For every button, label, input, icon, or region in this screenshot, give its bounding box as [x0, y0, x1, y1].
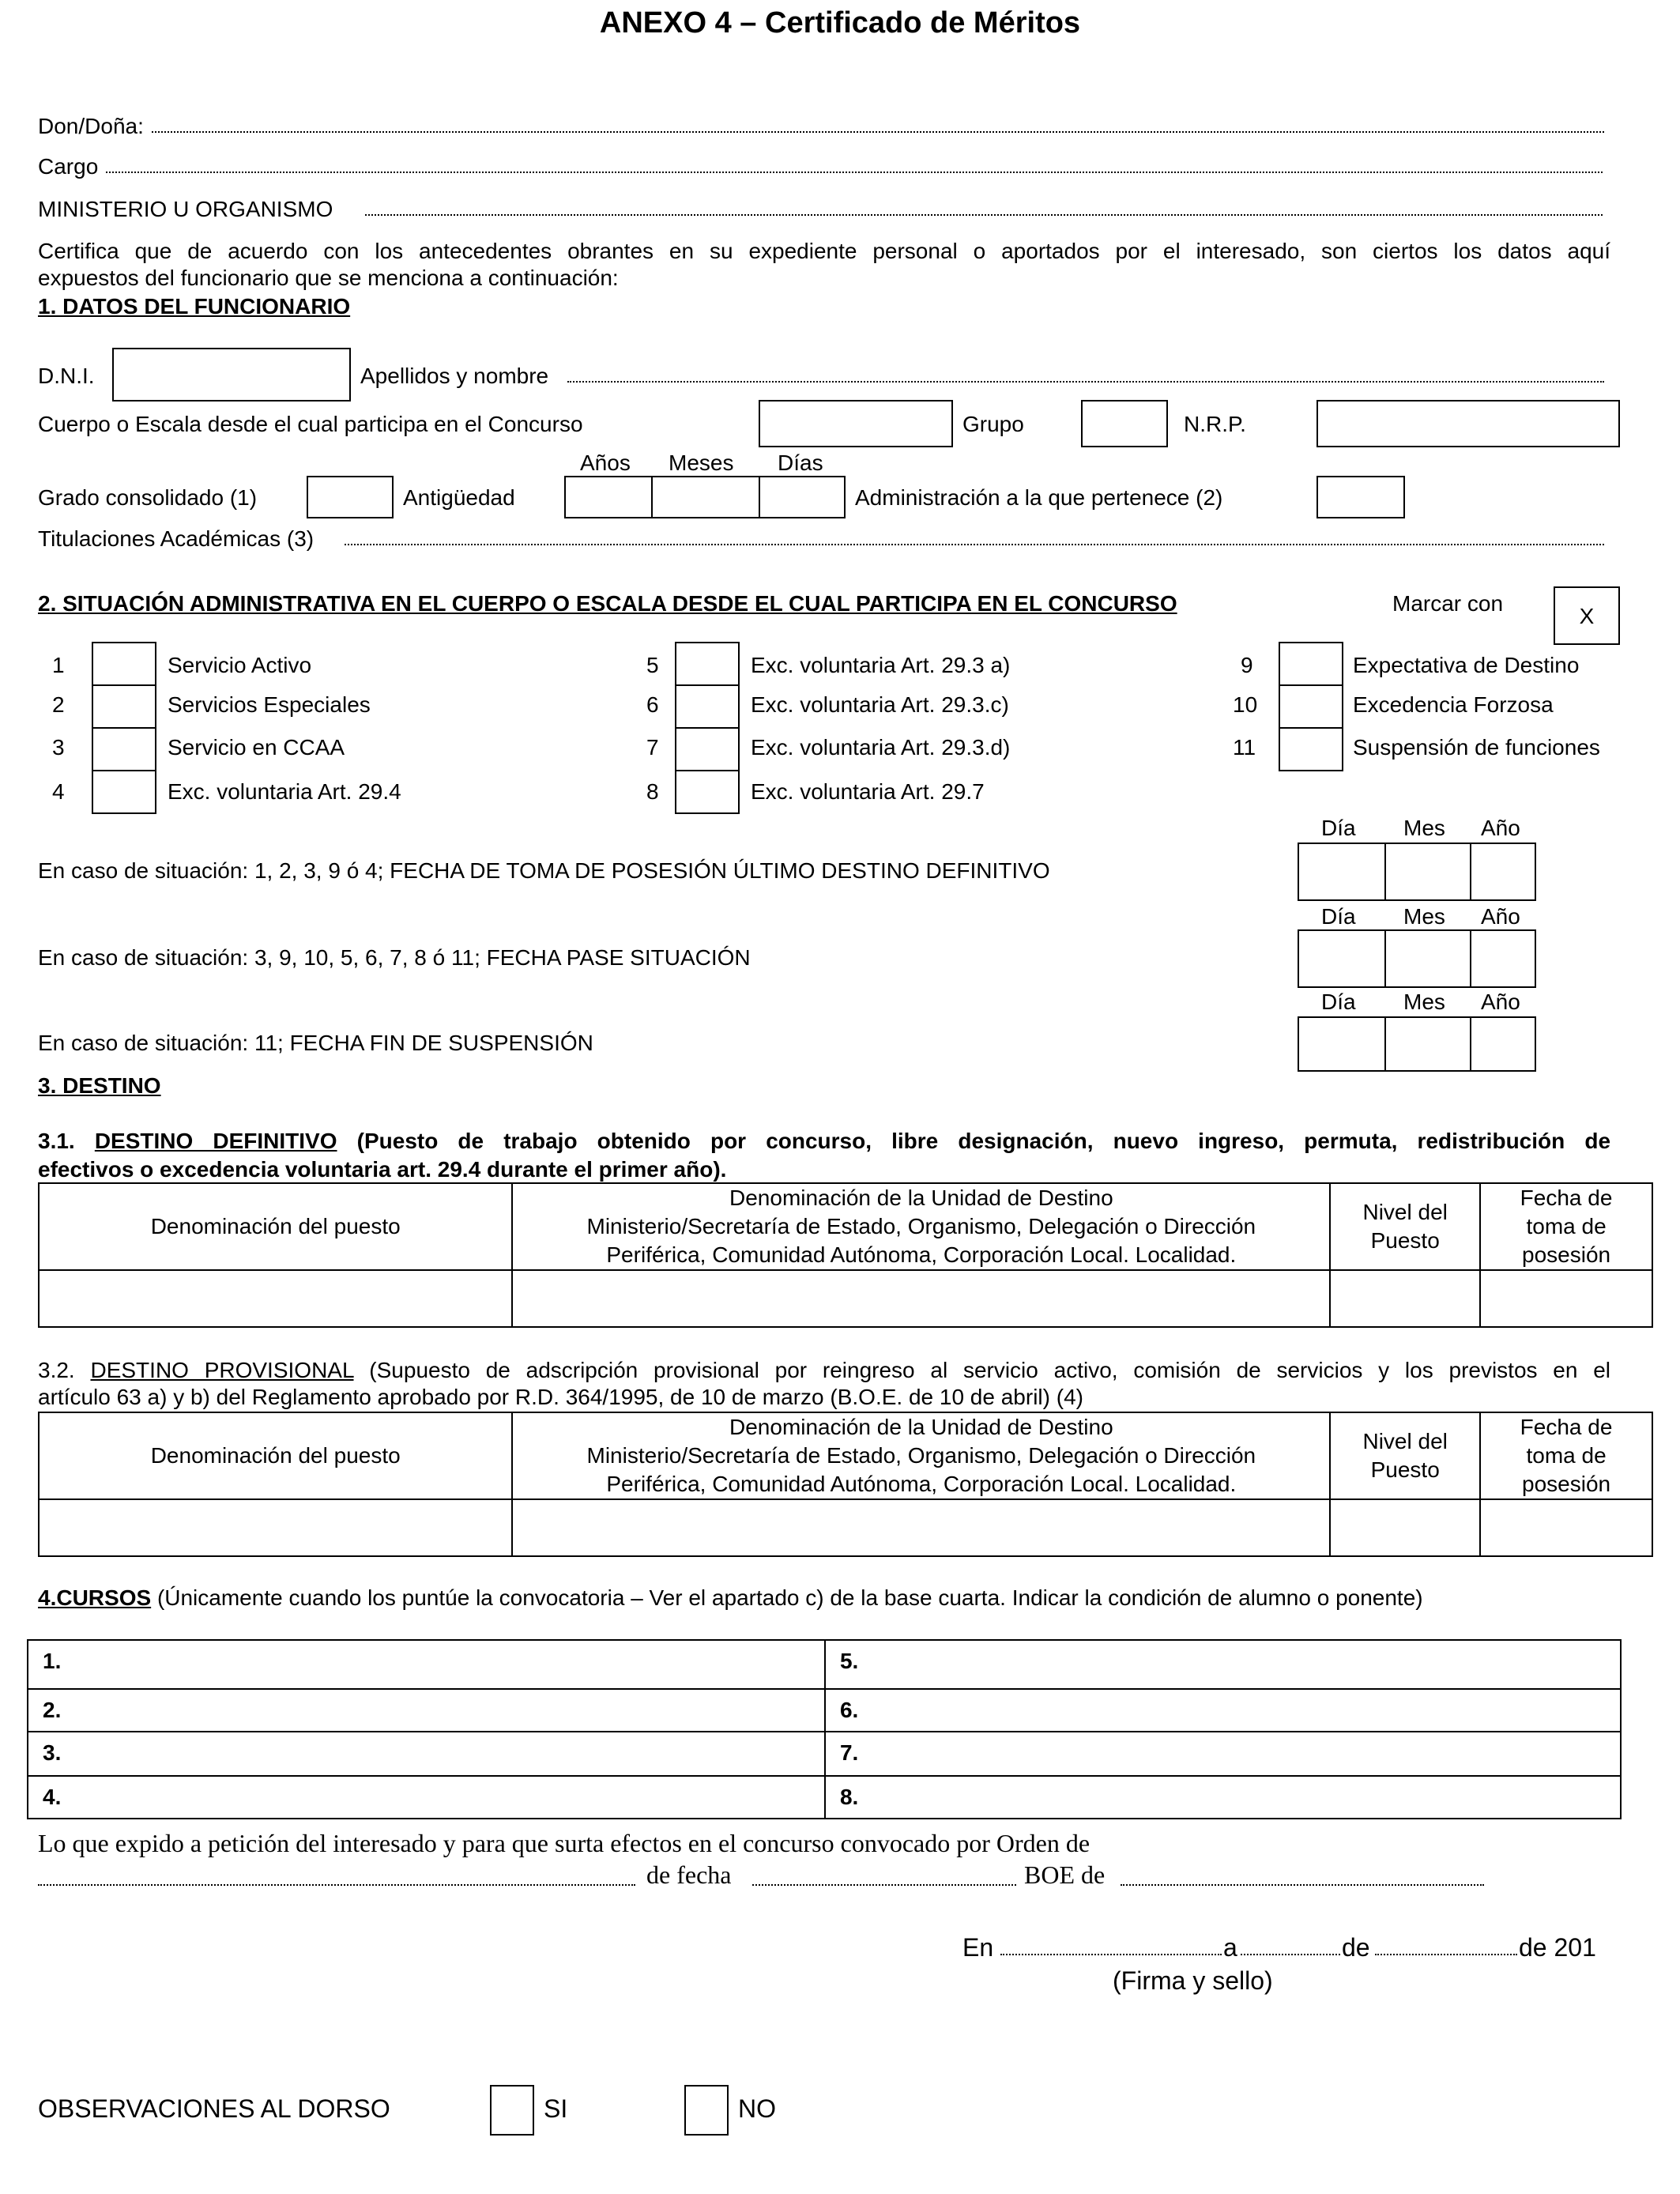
- situation-num: 4: [52, 779, 65, 804]
- col-nivel-line: Puesto: [1370, 1228, 1440, 1253]
- dias-header: Días: [778, 450, 823, 475]
- fecha-pase-ano-input[interactable]: [1470, 929, 1536, 988]
- situation-label: Suspensión de funciones: [1353, 735, 1600, 760]
- date-dia-header: Día: [1321, 904, 1356, 929]
- situation-num: 7: [646, 735, 659, 760]
- fecha-pase-label: En caso de situación: 3, 9, 10, 5, 6, 7, 8 ó 11; FECHA PASE SITUACIÓN: [38, 945, 751, 970]
- situation-label: Servicio en CCAA: [168, 735, 345, 760]
- col-unidad-line: Ministerio/Secretaría de Estado, Organismo, Delegación o Dirección: [586, 1443, 1256, 1468]
- destino-definitivo-num: 3.1.: [38, 1129, 75, 1153]
- destino-provisional-title: DESTINO PROVISIONAL: [90, 1358, 354, 1382]
- anos-header: Años: [580, 450, 631, 475]
- col-fecha-line: toma de: [1526, 1443, 1607, 1468]
- destino-provisional-unidad-cell[interactable]: [512, 1499, 1330, 1556]
- fecha-pase-mes-input[interactable]: [1384, 929, 1471, 988]
- date-ano-header: Año: [1481, 904, 1520, 929]
- destino-definitivo-text-2: efectivos o excedencia voluntaria art. 29.4 durante el primer año).: [38, 1157, 727, 1182]
- destino-definitivo-unidad-cell[interactable]: [512, 1270, 1330, 1327]
- destino-definitivo-puesto-cell[interactable]: [39, 1270, 512, 1327]
- destino-provisional-text: (Supuesto de adscripción provisional por reingreso al servicio activo, comisión de servicios y los previstos en el: [369, 1358, 1611, 1382]
- firma-label: (Firma y sello): [1113, 1966, 1273, 1995]
- fecha-pase-dia-input[interactable]: [1298, 929, 1386, 988]
- destino-definitivo-text: (Puesto de trabajo obtenido por concurso, libre designación, nuevo ingreso, permuta, redistribución de: [356, 1129, 1611, 1153]
- situation-label: Exc. voluntaria Art. 29.4: [168, 779, 401, 804]
- destino-provisional-text-2: artículo 63 a) y b) del Reglamento aprobado por R.D. 364/1995, de 10 de marzo (B.O.E. de 10 de abril) (4): [38, 1385, 1083, 1409]
- col-puesto: Denominación del puesto: [39, 1412, 512, 1499]
- situation-num: 10: [1233, 692, 1258, 717]
- col-fecha: [1480, 1183, 1652, 1270]
- destino-provisional-nivel-cell[interactable]: [1330, 1499, 1480, 1556]
- col-puesto: Denominación del puesto: [39, 1183, 512, 1270]
- situation-label: Exc. voluntaria Art. 29.3 a): [751, 653, 1011, 677]
- destino-provisional-table: [38, 1412, 1653, 1557]
- observaciones-no-checkbox[interactable]: [684, 2085, 729, 2136]
- marcar-label: Marcar con: [1392, 591, 1504, 616]
- don-label: Don/Doña:: [38, 114, 144, 138]
- date-mes-header: Mes: [1403, 990, 1445, 1014]
- page-title: ANEXO 4 – Certificado de Méritos: [599, 6, 1081, 40]
- lugar-field[interactable]: [1000, 1954, 1222, 1955]
- col-unidad-line: Ministerio/Secretaría de Estado, Organismo, Delegación o Dirección: [586, 1214, 1256, 1238]
- don-field[interactable]: [152, 131, 1604, 133]
- col-fecha-line: posesión: [1522, 1242, 1611, 1267]
- grupo-input[interactable]: [1081, 400, 1168, 447]
- fecha-fin-ano-input[interactable]: [1470, 1016, 1536, 1072]
- boe-field[interactable]: [1121, 1884, 1484, 1886]
- administracion-label: Administración a la que pertenece (2): [855, 485, 1223, 510]
- ministerio-field[interactable]: [365, 214, 1603, 216]
- curso-cell[interactable]: 4.: [28, 1776, 825, 1819]
- grado-label: Grado consolidado (1): [38, 485, 258, 510]
- situation-checkbox-6[interactable]: [675, 684, 740, 729]
- situation-num: 2: [52, 692, 65, 717]
- destino-definitivo-fecha-cell[interactable]: [1480, 1270, 1652, 1327]
- situation-checkbox-10[interactable]: [1279, 684, 1343, 729]
- destino-provisional-intro: [38, 1359, 1610, 1382]
- administracion-input[interactable]: [1317, 476, 1405, 518]
- col-unidad: [512, 1412, 1330, 1499]
- curso-cell[interactable]: 3.: [28, 1732, 825, 1776]
- cargo-label: Cargo: [38, 154, 99, 179]
- situation-checkbox-8[interactable]: [675, 770, 740, 814]
- situation-label: Excedencia Forzosa: [1353, 692, 1554, 717]
- situation-num: 8: [646, 779, 659, 804]
- fecha-fin-mes-input[interactable]: [1384, 1016, 1471, 1072]
- dia-field[interactable]: [1241, 1954, 1340, 1955]
- fecha-field[interactable]: [752, 1884, 1016, 1886]
- cuerpo-input[interactable]: [759, 400, 953, 447]
- date-ano-header: Año: [1481, 816, 1520, 840]
- situation-checkbox-5[interactable]: [675, 642, 740, 686]
- col-fecha-line: Fecha de: [1520, 1186, 1613, 1210]
- mes-field[interactable]: [1375, 1954, 1517, 1955]
- grupo-label: Grupo: [962, 412, 1024, 436]
- de-201-label: de 201: [1519, 1933, 1596, 1962]
- date-mes-header: Mes: [1403, 904, 1445, 929]
- observaciones-si-checkbox[interactable]: [490, 2085, 534, 2136]
- situation-num: 1: [52, 653, 65, 677]
- mark-example-box: [1554, 586, 1620, 645]
- situation-checkbox-3[interactable]: [92, 727, 156, 771]
- grado-input[interactable]: [307, 476, 394, 518]
- apellidos-field[interactable]: [567, 381, 1604, 383]
- col-nivel-line: Nivel del: [1362, 1429, 1448, 1453]
- expido-text: Lo que expido a petición del interesado y para que surta efectos en el concurso convocado por Orden de: [38, 1829, 1090, 1857]
- col-fecha-line: toma de: [1526, 1214, 1607, 1238]
- fecha-toma-label: En caso de situación: 1, 2, 3, 9 ó 4; FECHA DE TOMA DE POSESIÓN ÚLTIMO DESTINO DEFINITIVO: [38, 858, 1050, 883]
- section-4-intro: [38, 1587, 1423, 1609]
- certifica-text-2: expuestos del funcionario que se menciona a continuación:: [38, 266, 619, 290]
- situation-checkbox-9[interactable]: [1279, 642, 1343, 686]
- curso-cell[interactable]: 7.: [825, 1732, 1621, 1776]
- fecha-toma-mes-input[interactable]: [1384, 843, 1471, 901]
- section-2-heading: 2. SITUACIÓN ADMINISTRATIVA EN EL CUERPO O ESCALA DESDE EL CUAL PARTICIPA EN EL CONCURSO: [38, 591, 1177, 616]
- de-label: de: [1342, 1933, 1370, 1962]
- situation-num: 9: [1241, 653, 1253, 677]
- fecha-toma-ano-input[interactable]: [1470, 843, 1536, 901]
- col-unidad-line: Periférica, Comunidad Autónoma, Corporación Local. Localidad.: [606, 1242, 1237, 1267]
- section-3-heading: 3. DESTINO: [38, 1073, 161, 1098]
- date-dia-header: Día: [1321, 990, 1356, 1014]
- meses-header: Meses: [669, 450, 734, 475]
- curso-cell[interactable]: 6.: [825, 1689, 1621, 1732]
- destino-definitivo-table: [38, 1182, 1653, 1328]
- fecha-fin-dia-input[interactable]: [1298, 1016, 1386, 1072]
- orden-field[interactable]: [38, 1884, 635, 1886]
- col-fecha-line: Fecha de: [1520, 1415, 1613, 1439]
- col-fecha: [1480, 1412, 1652, 1499]
- curso-cell[interactable]: 8.: [825, 1776, 1621, 1819]
- col-fecha-line: posesión: [1522, 1472, 1611, 1496]
- nrp-label: N.R.P.: [1184, 412, 1246, 436]
- date-ano-header: Año: [1481, 990, 1520, 1014]
- col-nivel: [1330, 1412, 1480, 1499]
- titulaciones-label: Titulaciones Académicas (3): [38, 526, 315, 551]
- date-dia-header: Día: [1321, 816, 1356, 840]
- situation-label: Exc. voluntaria Art. 29.7: [751, 779, 985, 804]
- situation-label: Exc. voluntaria Art. 29.3.c): [751, 692, 1009, 717]
- no-label: NO: [738, 2094, 776, 2123]
- ministerio-label: MINISTERIO U ORGANISMO: [38, 197, 333, 221]
- destino-definitivo-title: DESTINO DEFINITIVO: [94, 1129, 337, 1153]
- col-unidad-line: Periférica, Comunidad Autónoma, Corporación Local. Localidad.: [606, 1472, 1237, 1496]
- certifica-text: Certifica que de acuerdo con los antecedentes obrantes en su expediente personal o aportados por el interesado, son ciertos los datos aquí: [38, 239, 1610, 263]
- situation-label: Servicio Activo: [168, 653, 312, 677]
- section-1-heading: 1. DATOS DEL FUNCIONARIO: [38, 294, 351, 319]
- col-nivel: [1330, 1183, 1480, 1270]
- destino-provisional-puesto-cell[interactable]: [39, 1499, 512, 1556]
- destino-definitivo-nivel-cell[interactable]: [1330, 1270, 1480, 1327]
- mark-example: X: [1579, 604, 1595, 628]
- situation-num: 11: [1233, 735, 1256, 760]
- situation-checkbox-7[interactable]: [675, 727, 740, 771]
- antiguedad-label: Antigüedad: [403, 485, 515, 510]
- nrp-input[interactable]: [1317, 400, 1620, 447]
- antiguedad-dias-input[interactable]: [759, 476, 846, 518]
- dni-label: D.N.I.: [38, 364, 95, 388]
- fecha-fin-label: En caso de situación: 11; FECHA FIN DE SUSPENSIÓN: [38, 1031, 593, 1055]
- situation-label: Expectativa de Destino: [1353, 653, 1580, 677]
- de-fecha-label: de fecha: [646, 1860, 732, 1889]
- en-label: En: [962, 1933, 994, 1962]
- cuerpo-label: Cuerpo o Escala desde el cual participa en el Concurso: [38, 412, 583, 436]
- destino-provisional-num: 3.2.: [38, 1358, 75, 1382]
- a-label: a: [1223, 1933, 1237, 1962]
- situation-checkbox-2[interactable]: [92, 684, 156, 729]
- si-label: SI: [544, 2094, 568, 2123]
- situation-num: 3: [52, 735, 65, 760]
- boe-label: BOE de: [1024, 1860, 1106, 1889]
- antiguedad-meses-input[interactable]: [651, 476, 760, 518]
- antiguedad-anos-input[interactable]: [564, 476, 653, 518]
- apellidos-label: Apellidos y nombre: [360, 364, 549, 388]
- col-unidad-line: Denominación de la Unidad de Destino: [729, 1186, 1113, 1210]
- curso-cell[interactable]: 2.: [28, 1689, 825, 1732]
- cursos-table: [27, 1639, 1622, 1819]
- curso-cell[interactable]: 5.: [825, 1640, 1621, 1689]
- situation-checkbox-4[interactable]: [92, 770, 156, 814]
- col-unidad-line: Denominación de la Unidad de Destino: [729, 1415, 1113, 1439]
- curso-cell[interactable]: 1.: [28, 1640, 825, 1689]
- col-nivel-line: Nivel del: [1362, 1200, 1448, 1224]
- section-4-heading: 4.CURSOS: [38, 1585, 152, 1610]
- cargo-field[interactable]: [106, 172, 1603, 173]
- situation-checkbox-1[interactable]: [92, 642, 156, 686]
- situation-num: 6: [646, 692, 659, 717]
- situation-label: Servicios Especiales: [168, 692, 371, 717]
- date-mes-header: Mes: [1403, 816, 1445, 840]
- destino-definitivo-intro: [38, 1130, 1610, 1152]
- dni-input[interactable]: [112, 348, 351, 401]
- situation-checkbox-11[interactable]: [1279, 727, 1343, 771]
- titulaciones-field[interactable]: [345, 544, 1604, 545]
- section-4-text: (Únicamente cuando los puntúe la convocatoria – Ver el apartado c) de la base cuarta. Indicar la condición de alumno o ponente): [156, 1585, 1423, 1610]
- col-nivel-line: Puesto: [1370, 1457, 1440, 1482]
- observaciones-label: OBSERVACIONES AL DORSO: [38, 2094, 390, 2123]
- destino-provisional-fecha-cell[interactable]: [1480, 1499, 1652, 1556]
- situation-num: 5: [646, 653, 659, 677]
- fecha-toma-dia-input[interactable]: [1298, 843, 1386, 901]
- situation-label: Exc. voluntaria Art. 29.3.d): [751, 735, 1011, 760]
- col-unidad: [512, 1183, 1330, 1270]
